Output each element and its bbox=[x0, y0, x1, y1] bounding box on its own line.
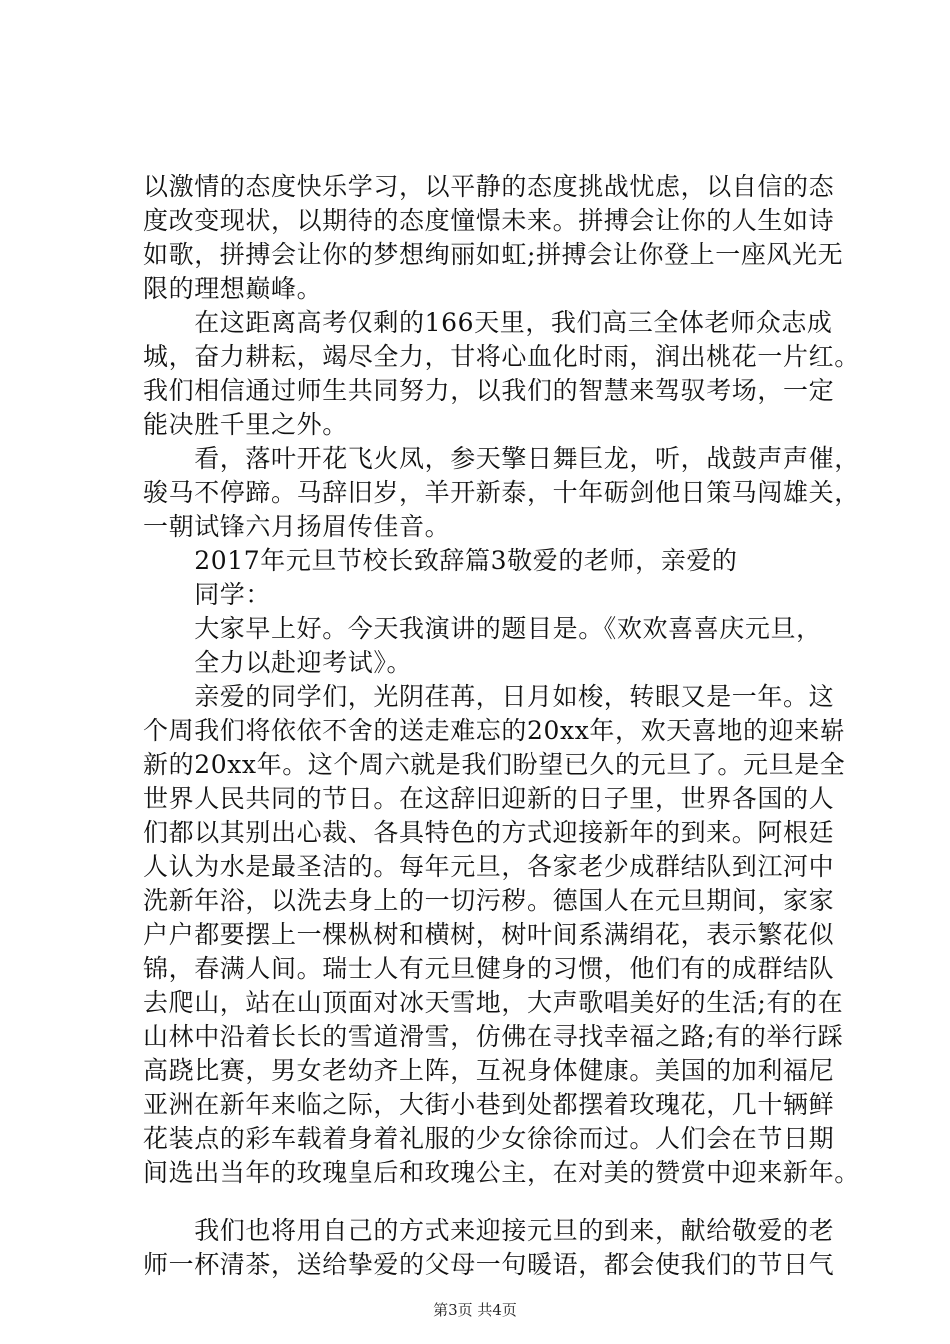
text-line: 我们相信通过师生共同努力，以我们的智慧来驾驭考场，一定 bbox=[143, 376, 835, 405]
page-number-footer: 第3页 共4页 bbox=[433, 1301, 517, 1319]
text-line: 如歌，拼搏会让你的梦想绚丽如虹;拼搏会让你登上一座风光无 bbox=[143, 240, 844, 269]
text-line: 高跷比赛，男女老幼齐上阵，互祝身体健康。美国的加利福尼 bbox=[143, 1056, 835, 1085]
text-line: 新的20xx年。这个周六就是我们盼望已久的元旦了。元旦是全 bbox=[143, 750, 846, 779]
text-line: 2017年元旦节校长致辞篇3敬爱的老师，亲爱的 bbox=[143, 546, 738, 575]
text-line: 们都以其别出心裁、各具特色的方式迎接新年的到来。阿根廷 bbox=[143, 818, 835, 847]
text-line: 大家早上好。今天我演讲的题目是。《欢欢喜喜庆元旦， bbox=[143, 614, 822, 643]
text-line: 看，落叶开花飞火凤，参天擎日舞巨龙，听，战鼓声声催， bbox=[143, 444, 860, 473]
text-line: 我们也将用自己的方式来迎接元旦的到来，献给敬爱的老 bbox=[143, 1216, 835, 1245]
text-line: 城，奋力耕耘，竭尽全力，甘将心血化时雨，润出桃花一片红。 bbox=[143, 342, 860, 371]
text-line: 限的理想巅峰。 bbox=[143, 274, 323, 303]
text-line: 能决胜千里之外。 bbox=[143, 410, 348, 439]
text-line: 师一杯清茶，送给挚爱的父母一句暖语，都会使我们的节日气 bbox=[143, 1250, 835, 1279]
text-line: 间选出当年的玫瑰皇后和玫瑰公主，在对美的赞赏中迎来新年。 bbox=[143, 1158, 860, 1187]
text-line: 山林中沿着长长的雪道滑雪，仿佛在寻找幸福之路;有的举行踩 bbox=[143, 1022, 844, 1051]
text-line: 同学： bbox=[143, 580, 272, 609]
text-line: 全力以赴迎考试》。 bbox=[143, 648, 413, 677]
text-line: 花装点的彩车载着身着礼服的少女徐徐而过。人们会在节日期 bbox=[143, 1124, 835, 1153]
text-line: 亚洲在新年来临之际，大街小巷到处都摆着玫瑰花，几十辆鲜 bbox=[143, 1090, 835, 1119]
text-line: 洗新年浴，以洗去身上的一切污秽。德国人在元旦期间，家家 bbox=[143, 886, 835, 915]
text-line: 骏马不停蹄。马辞旧岁，羊开新泰，十年砺剑他日策马闯雄关， bbox=[143, 478, 860, 507]
text-line: 在这距离高考仅剩的166天里，我们高三全体老师众志成 bbox=[143, 308, 833, 337]
text-line: 以激情的态度快乐学习，以平静的态度挑战忧虑，以自信的态 bbox=[143, 172, 835, 201]
text-line: 个周我们将依依不舍的送走难忘的20xx年，欢天喜地的迎来崭 bbox=[143, 716, 846, 745]
text-line: 世界人民共同的节日。在这辞旧迎新的日子里，世界各国的人 bbox=[143, 784, 835, 813]
text-line: 一朝试锋六月扬眉传佳音。 bbox=[143, 512, 451, 541]
text-line: 人认为水是最圣洁的。每年元旦，各家老少成群结队到江河中 bbox=[143, 852, 835, 881]
text-line: 度改变现状，以期待的态度憧憬未来。拼搏会让你的人生如诗 bbox=[143, 206, 835, 235]
text-line: 锦，春满人间。瑞士人有元旦健身的习惯，他们有的成群结队 bbox=[143, 954, 835, 983]
text-line: 亲爱的同学们，光阴荏苒，日月如梭，转眼又是一年。这 bbox=[143, 682, 835, 711]
text-line: 去爬山，站在山顶面对冰天雪地，大声歌唱美好的生活;有的在 bbox=[143, 988, 844, 1017]
text-line: 户户都要摆上一棵枞树和横树，树叶间系满绢花，表示繁花似 bbox=[143, 920, 835, 949]
